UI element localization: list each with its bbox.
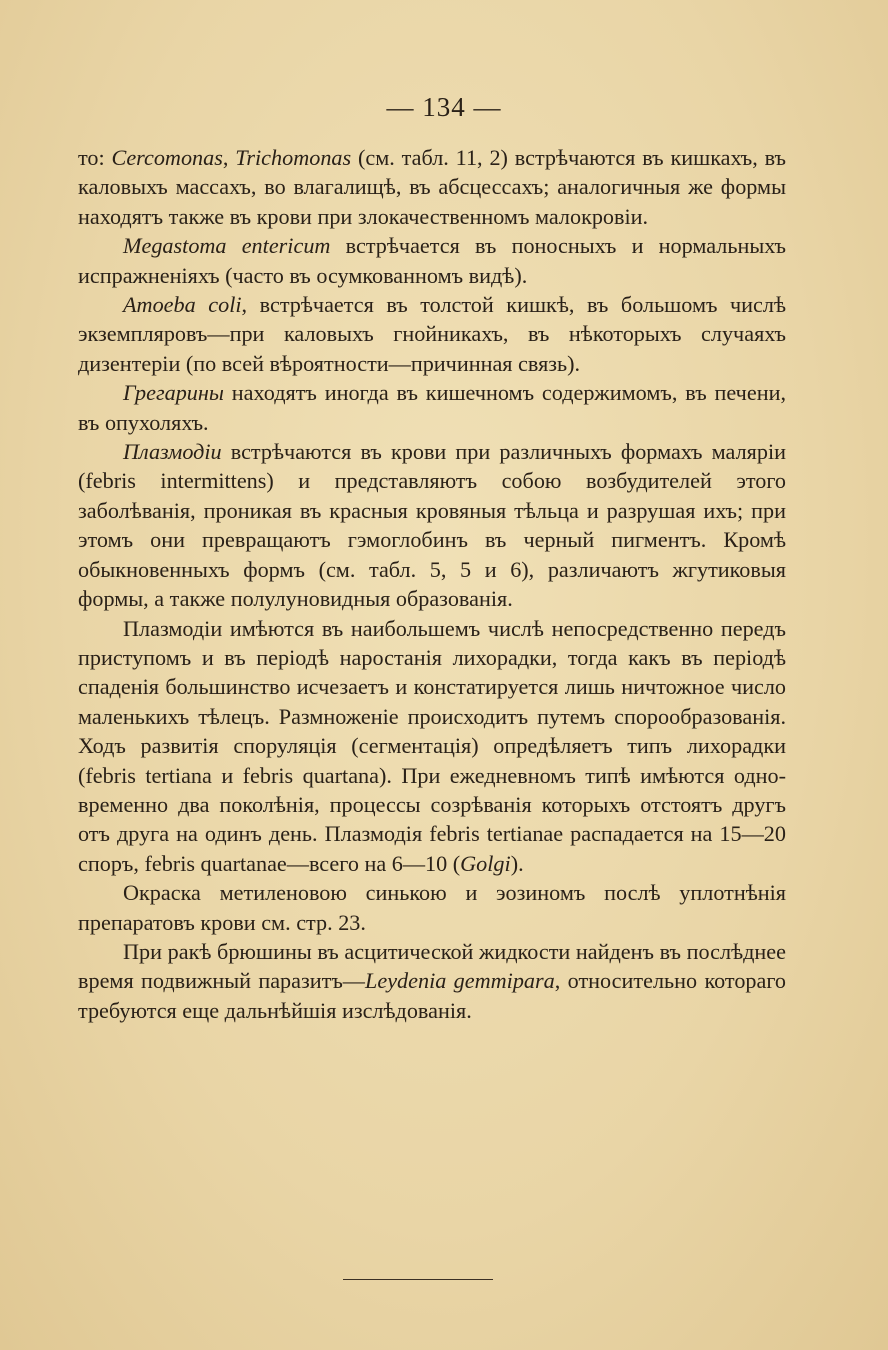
- paragraph-cercomonas: [78, 143, 786, 231]
- text-run: (см. табл. 11, 2) встрѣчаются въ кишкахъ, въ каловыхъ массахъ, во влагалищѣ, въ абсцессахъ; аналогичныя же формы находятъ также въ крови при злокачественномъ малокровіи.: [78, 145, 787, 229]
- text-run: При ракѣ брюшины въ асцитической жидкости найденъ въ послѣднее время подвижный паразитъ—: [78, 938, 786, 994]
- term-megastoma: Megastoma entericum: [123, 233, 331, 259]
- text-run: находятъ иногда въ кишечномъ содержимомъ, въ печени, въ опухоляхъ.: [78, 380, 786, 435]
- term-gregarines: Грегарины: [123, 380, 224, 406]
- paragraph-leydenia: [78, 937, 786, 1025]
- text-run: ,: [222, 145, 236, 170]
- text-run: , относительно котораго требуются еще дальнѣйшія изслѣдованія.: [78, 968, 787, 1023]
- text-run: Плазмодіи имѣются въ наибольшемъ числѣ непосредственно передъ приступомъ и въ періодѣ наростанія лихорадки, тогда какъ въ періодѣ спаденія большинство исчезаетъ и констатируется лишь ничтожное число маленькихъ тѣлецъ. Размноженіе происходитъ путемъ спорообразованія. Ходъ развитія споруляція (сегментація) опредѣляетъ типъ лихорадки (febris tertiana и febris quartana). При ежедневномъ типѣ имѣются одновременно два поколѣнія, процессы созрѣванія которыхъ отстоятъ другъ отъ друга на одинъ день. Плазмодія febris tertianae распадается на 15—20 споръ, febris quartanae—всего на 6—10 (: [78, 615, 786, 876]
- text-run: ).: [510, 850, 524, 876]
- text-run: встрѣчаются въ крови при различныхъ формахъ маляріи (febris intermittens) и представляютъ собою возбудителей этого заболѣванія, проникая въ красныя кровяныя тѣльца и разрушая ихъ; при этомъ они превращаютъ гэмоглобинъ въ черный пигментъ. Кромѣ обыкновенныхъ формъ (см. табл. 5, 5 и 6), различаютъ жгутиковыя формы, а также полулуновидныя образованія.: [78, 439, 786, 612]
- paragraph-plasmodia-count: [78, 614, 786, 879]
- term-cercomonas: Cercomonas: [111, 145, 223, 170]
- term-amoeba: Amoeba coli: [123, 292, 242, 318]
- text-run: Окраска метиленовою синькою и эозиномъ послѣ уплотнѣнія препаратовъ крови см. стр. 23.: [78, 880, 786, 935]
- term-golgi: Golgi: [460, 850, 511, 876]
- term-leydenia: Leydenia gemmipara: [365, 968, 555, 994]
- paragraph-megastoma: [78, 231, 786, 290]
- paragraph-staining: [78, 878, 786, 937]
- paragraph-gregarines: [78, 378, 786, 437]
- end-rule: [343, 1279, 493, 1280]
- text-run: , встрѣчается въ толстой кишкѣ, въ большомъ числѣ экземпляровъ—при каловыхъ гнойникахъ, въ нѣкоторыхъ случаяхъ дизентеріи (по всей вѣроятности—причинная связь).: [78, 292, 786, 376]
- text-run: встрѣчается въ поносныхъ и нормальныхъ испражненіяхъ (часто въ осумкованномъ видѣ).: [78, 233, 786, 288]
- text-run: то:: [78, 145, 112, 170]
- term-trichomonas: Trichomonas: [235, 145, 352, 170]
- term-plasmodia: Плазмодіи: [123, 439, 222, 465]
- page-number: — 134 —: [386, 92, 502, 122]
- paragraph-amoeba: [78, 290, 786, 378]
- paragraph-plasmodia: [78, 437, 786, 613]
- body-text: [78, 143, 786, 1025]
